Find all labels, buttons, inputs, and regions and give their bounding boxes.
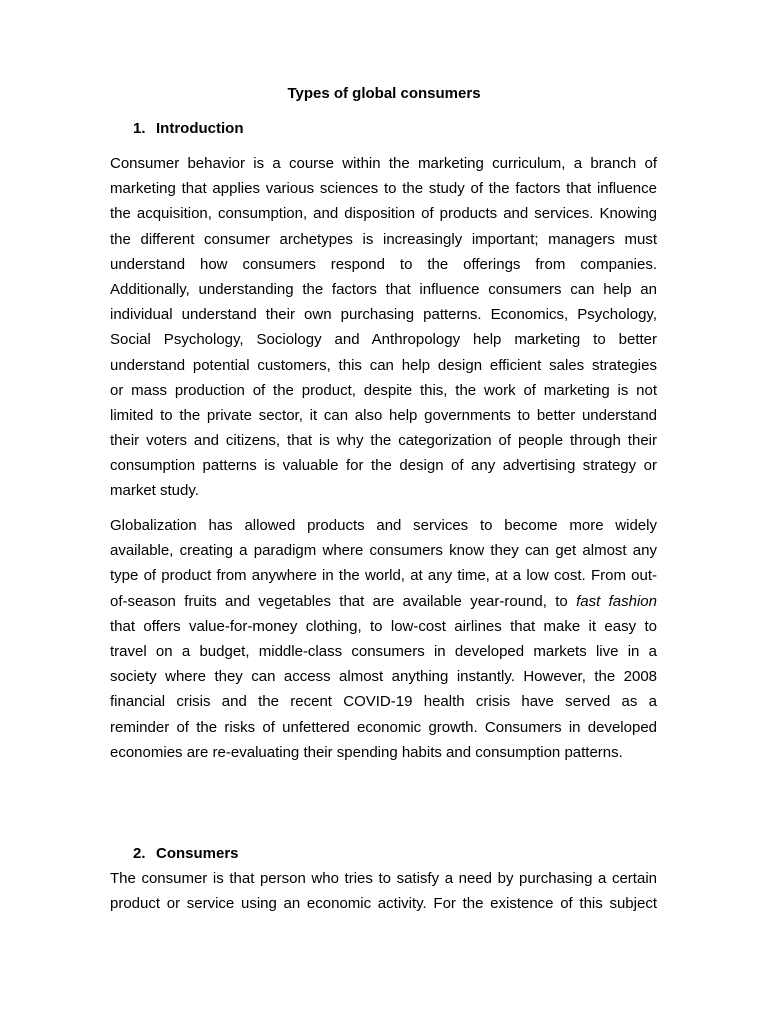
text-line: reminder of the risks of unfettered economic growth. Consumers in developed: [110, 718, 657, 736]
text-line: type of product from anywhere in the world, at any time, at a low cost. From out-: [110, 567, 657, 585]
text-line: financial crisis and the recent COVID-19 health crisis have served as a: [110, 693, 657, 711]
section-heading-introduction: [133, 119, 243, 139]
text-line: marketing that applies various sciences to the study of the factors that influence: [110, 180, 657, 198]
section-number: 2.: [133, 845, 146, 862]
text-line: Social Psychology, Sociology and Anthropology help marketing to better: [110, 331, 657, 349]
text-line: The consumer is that person who tries to satisfy a need by purchasing a certain: [110, 870, 657, 887]
text-segment: of-season fruits and vegetables that are available year-round, to: [110, 592, 568, 610]
text-line: society where they can access almost anything instantly. However, the 2008: [110, 668, 657, 686]
text-line: the acquisition, consumption, and disposition of products and services. Knowing: [110, 205, 657, 223]
text-line: understand potential customers, this can help design efficient sales strategies: [110, 356, 657, 374]
text-line: Consumer behavior is a course within the marketing curriculum, a branch of: [110, 155, 657, 172]
text-line: the different consumer archetypes is increasingly important; managers must: [110, 230, 657, 248]
section-title: Introduction: [156, 120, 244, 137]
paragraph-consumers-1: [110, 866, 657, 916]
text-line: individual understand their own purchasing patterns. Economics, Psychology,: [110, 306, 657, 324]
text-line-with-italic: [110, 589, 657, 614]
section-heading-consumers: [133, 844, 239, 864]
document-title: Types of global consumers: [287, 85, 481, 102]
text-line: understand how consumers respond to the offerings from companies.: [110, 255, 657, 273]
text-line: Globalization has allowed products and services to become more widely: [110, 517, 657, 534]
text-line: limited to the private sector, it can also help governments to better understand: [110, 406, 657, 424]
text-line: economies are re-evaluating their spending habits and consumption patterns.: [110, 743, 623, 761]
text-line: consumption patterns is valuable for the design of any advertising strategy or: [110, 457, 657, 475]
paragraph-introduction-1: [110, 151, 657, 504]
text-line: that offers value-for-money clothing, to low-cost airlines that make it easy to: [110, 617, 657, 635]
text-line: their voters and citizens, that is why the categorization of people through their: [110, 432, 657, 450]
section-number: 1.: [133, 120, 146, 137]
text-line: product or service using an economic activity. For the existence of this subject: [110, 895, 657, 913]
text-line: Additionally, understanding the factors that influence consumers can help an: [110, 280, 657, 298]
text-line: travel on a budget, middle-class consumers in developed markets live in a: [110, 642, 657, 660]
paragraph-introduction-2: [110, 513, 657, 765]
italic-phrase: fast fashion: [576, 592, 657, 610]
text-line: market study.: [110, 482, 199, 500]
text-line: available, creating a paradigm where consumers know they can get almost any: [110, 542, 657, 560]
section-title: Consumers: [156, 845, 239, 862]
text-line: or mass production of the product, despite this, the work of marketing is not: [110, 381, 657, 399]
